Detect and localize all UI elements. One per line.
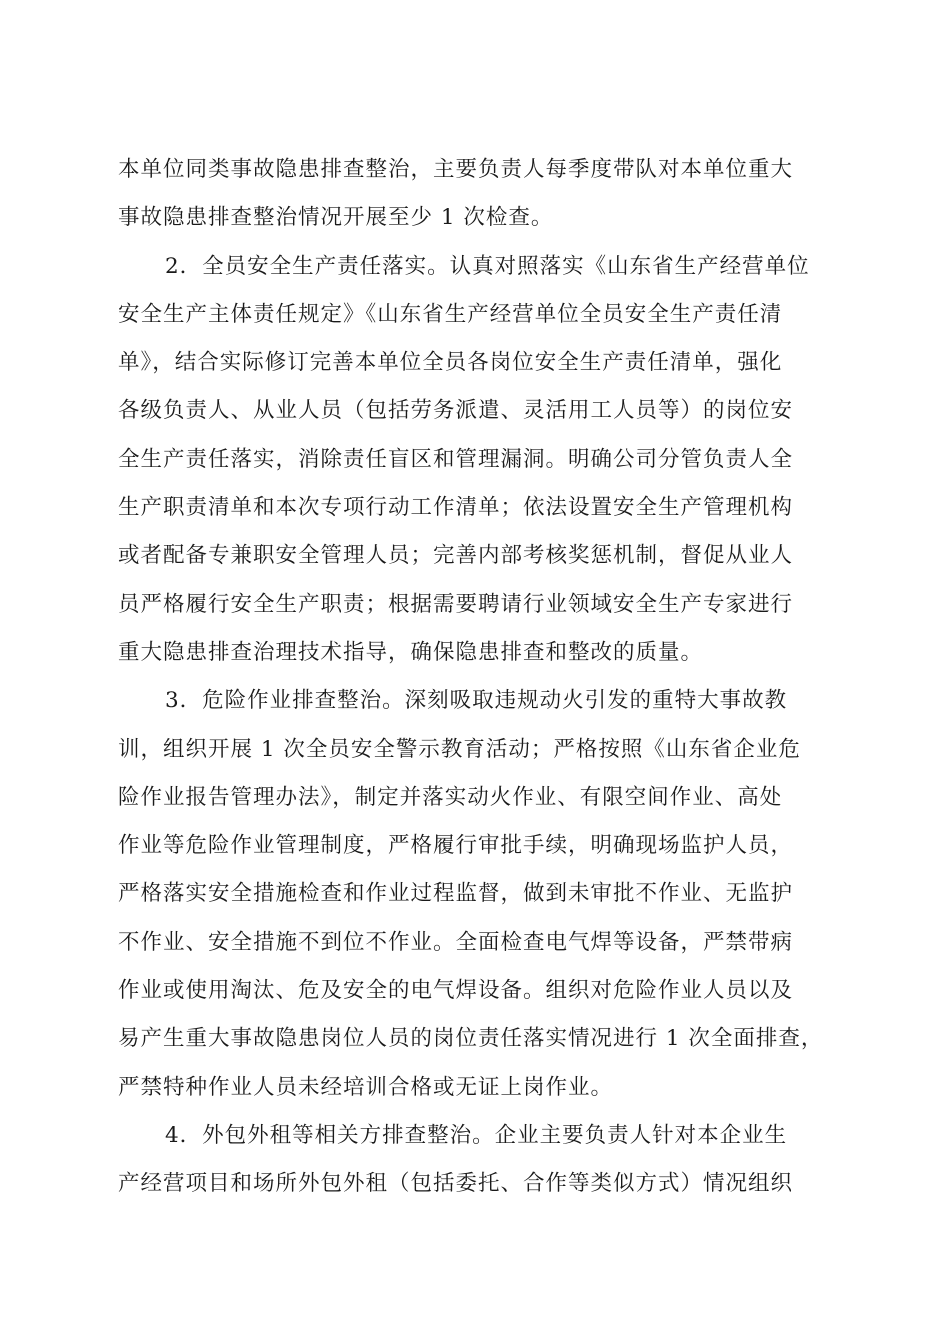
text-line: 严格落实安全措施检查和作业过程监督，做到未审批不作业、无监护 (118, 881, 794, 907)
text-line: 单》，结合实际修订完善本单位全员各岗位安全生产责任清单，强化 (118, 350, 783, 376)
text-line: 生产职责清单和本次专项行动工作清单；依法设置安全生产管理机构 (118, 495, 794, 521)
text-line: 本单位同类事故隐患排查整治，主要负责人每季度带队对本单位重大 (118, 157, 794, 182)
text-line: 作业或使用淘汰、危及安全的电气焊设备。组织对危险作业人员以及 (118, 978, 794, 1004)
document-body (118, 146, 838, 1209)
text-line: 全生产责任落实，消除责任盲区和管理漏洞。明确公司分管负责人全 (118, 446, 794, 472)
paragraph-first-line: 3．危险作业排查整治。深刻吸取违规动火引发的重特大事故教 (165, 688, 788, 714)
text-line: 或者配备专兼职安全管理人员；完善内部考核奖惩机制，督促从业人 (118, 543, 794, 569)
text-line: 不作业、安全措施不到位不作业。全面检查电气焊等设备，严禁带病 (118, 929, 794, 955)
text-line: 易产生重大事故隐患岗位人员的岗位责任落实情况进行 1 次全面排查， (118, 1026, 824, 1052)
paragraph-first-line: 2．全员安全生产责任落实。认真对照落实《山东省生产经营单位 (165, 253, 810, 279)
text-line: 严禁特种作业人员未经培训合格或无证上岗作业。 (118, 1074, 614, 1100)
text-line: 各级负责人、从业人员（包括劳务派遣、灵活用工人员等）的岗位安 (118, 398, 794, 424)
text-line: 安全生产主体责任规定》《山东省生产经营单位全员安全生产责任清 (118, 301, 783, 327)
text-line: 事故隐患排查整治情况开展至少 1 次检查。 (118, 205, 554, 231)
text-line: 员严格履行安全生产职责；根据需要聘请行业领域安全生产专家进行 (118, 591, 794, 617)
text-line: 险作业报告管理办法》，制定并落实动火作业、有限空间作业、高处 (118, 784, 783, 810)
paragraph-first-line: 4．外包外租等相关方排查整治。企业主要负责人针对本企业生 (165, 1122, 788, 1148)
text-line: 作业等危险作业管理制度，严格履行审批手续，明确现场监护人员， (118, 833, 794, 859)
text-line: 重大隐患排查治理技术指导，确保隐患排查和整改的质量。 (118, 639, 704, 665)
text-line: 训，组织开展 1 次全员安全警示教育活动；严格按照《山东省企业危 (118, 736, 801, 762)
text-line: 产经营项目和场所外包外租（包括委托、合作等类似方式）情况组织 (118, 1171, 794, 1197)
